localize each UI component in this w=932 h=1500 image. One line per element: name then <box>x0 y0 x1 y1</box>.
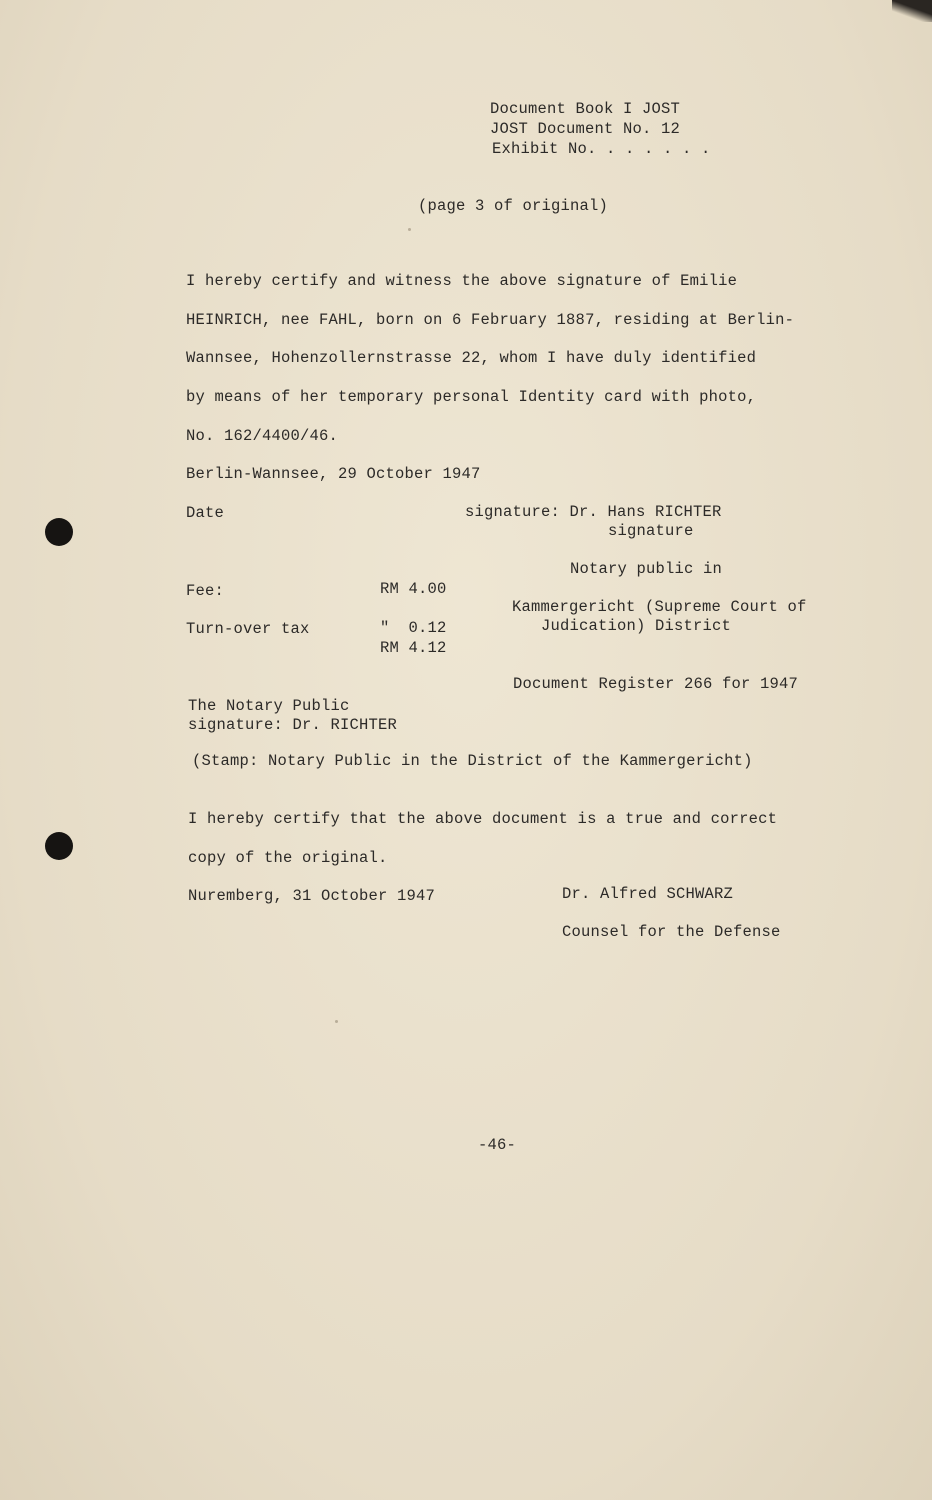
certification-line-3: Wannsee, Hohenzollernstrasse 22, whom I have duly identified <box>186 349 757 367</box>
signature-sublabel: signature <box>608 522 694 540</box>
punch-hole-bottom <box>45 832 73 860</box>
document-number-line: JOST Document No. 12 <box>490 120 681 138</box>
exhibit-line: Exhibit No. . . . . . . <box>492 140 711 158</box>
turnover-tax-label: Turn-over tax <box>186 620 310 638</box>
page-number: -46- <box>478 1136 517 1154</box>
stamp-note: (Stamp: Notary Public in the District of the Kammergericht) <box>192 752 753 770</box>
certification-line-5: No. 162/4400/46. <box>186 427 339 445</box>
paper-speck <box>335 1020 338 1023</box>
place-date-nuremberg: Nuremberg, 31 October 1947 <box>188 887 436 905</box>
certification-line-4: by means of her temporary personal Identity card with photo, <box>186 388 757 406</box>
notary-signature-line: signature: Dr. Hans RICHTER <box>465 503 722 521</box>
certification-line-2: HEINRICH, nee FAHL, born on 6 February 1887, residing at Berlin- <box>186 311 795 329</box>
place-date-berlin: Berlin-Wannsee, 29 October 1947 <box>186 465 481 483</box>
certification-line-1: I hereby certify and witness the above signature of Emilie <box>186 272 738 290</box>
turnover-tax-value: " 0.12 <box>380 619 447 637</box>
punch-hole-top <box>45 518 73 546</box>
notary-public-signature: signature: Dr. RICHTER <box>188 716 398 734</box>
counsel-role: Counsel for the Defense <box>562 923 781 941</box>
date-label: Date <box>186 504 225 522</box>
document-book-line: Document Book I JOST <box>490 100 681 118</box>
fee-value: RM 4.00 <box>380 580 447 598</box>
document-register: Document Register 266 for 1947 <box>513 675 799 693</box>
court-line-2: Judication) District <box>541 617 732 635</box>
copy-certification-line-2: copy of the original. <box>188 849 388 867</box>
court-line-1: Kammergericht (Supreme Court of <box>512 598 807 616</box>
fee-label: Fee: <box>186 582 225 600</box>
notary-public-title: The Notary Public <box>188 697 350 715</box>
page-corner-shadow <box>892 0 932 22</box>
copy-certification-line-1: I hereby certify that the above document is a true and correct <box>188 810 778 828</box>
fee-total-value: RM 4.12 <box>380 639 447 657</box>
paper-speck <box>408 228 411 231</box>
page-of-original-note: (page 3 of original) <box>418 197 609 215</box>
counsel-name: Dr. Alfred SCHWARZ <box>562 885 734 903</box>
notary-title: Notary public in <box>570 560 723 578</box>
